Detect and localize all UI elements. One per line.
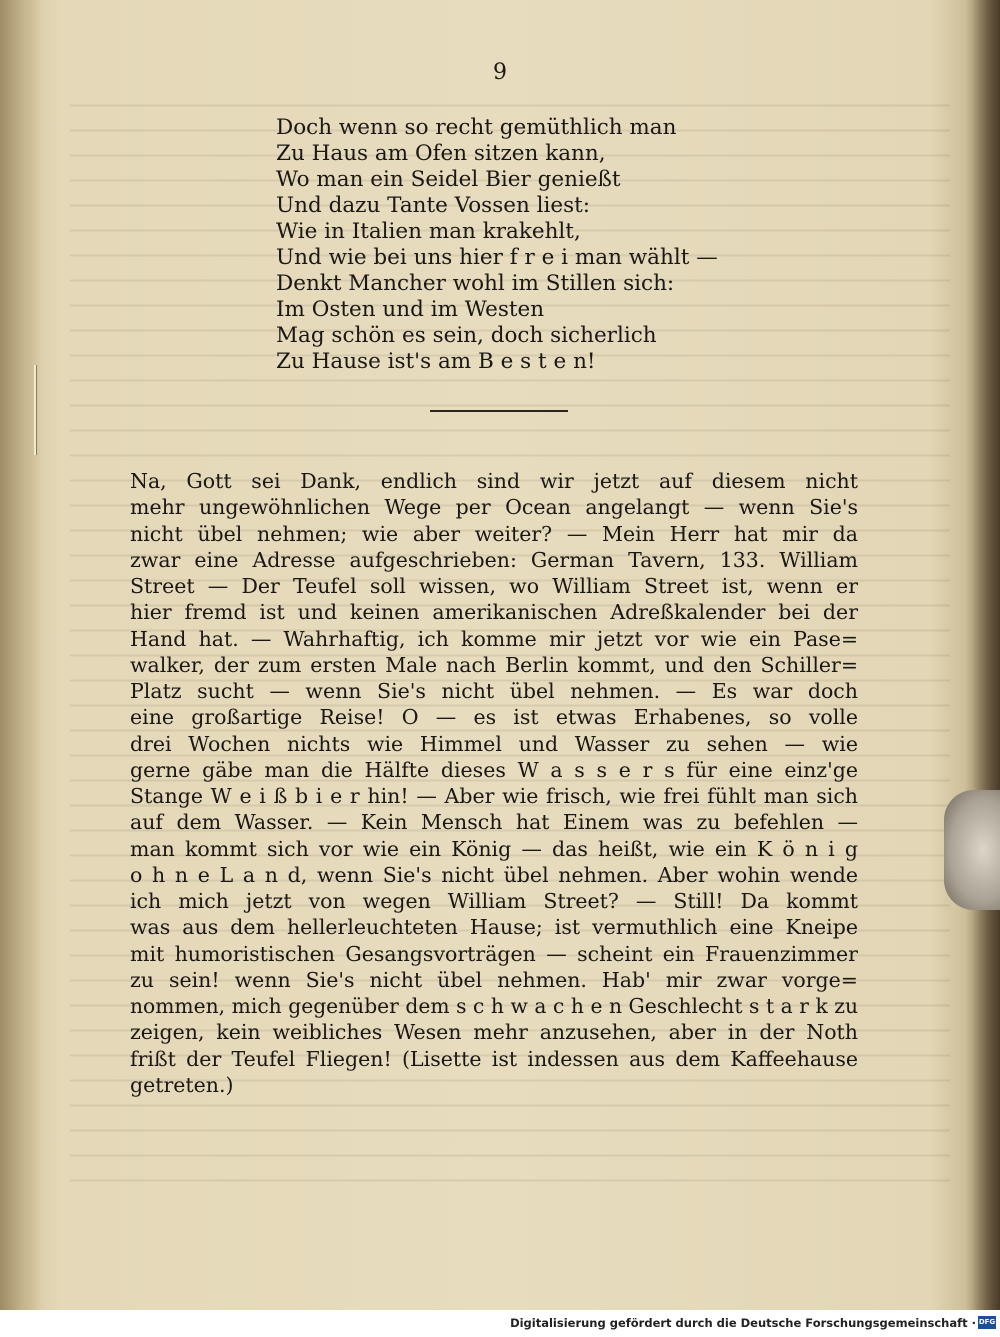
prose-line: Hand hat. — Wahrhaftig, ich komme mir jetzt vor wie ein Pase=: [130, 626, 858, 651]
footer-credit: Digitalisierung gefördert durch die Deutsche Forschungsgemeinschaft ·: [510, 1316, 976, 1330]
prose-line: getreten.): [130, 1072, 234, 1097]
poem-line: Und dazu Tante Vossen liest:: [276, 193, 591, 218]
poem-line: Denkt Mancher wohl im Stillen sich:: [276, 271, 675, 296]
prose-line: Na, Gott sei Dank, endlich sind wir jetzt auf diesem nicht: [130, 469, 858, 493]
binding-thread: [34, 365, 36, 455]
poem-line: Wo man ein Seidel Bier genießt: [276, 167, 621, 192]
prose-line: zwar eine Adresse aufgeschrieben: German Tavern, 133. William: [130, 547, 858, 572]
prose-block: [130, 468, 858, 1098]
prose-line: ich mich jetzt von wegen William Street? — Still! Da kommt: [130, 889, 858, 913]
prose-line: zu sein! wenn Sie's nicht übel nehmen. Hab' mir zwar vorge=: [130, 967, 858, 992]
prose-line: Platz sucht — wenn Sie's nicht übel nehmen. — Es war doch: [130, 679, 858, 703]
poem-line: Und wie bei uns hier f r e i man wählt —: [276, 245, 718, 270]
prose-line: gerne gäbe man die Hälfte dieses W a s s e r s für eine einz'ge: [130, 757, 858, 782]
poem-line: Wie in Italien man krakehlt,: [276, 219, 581, 244]
section-divider: [430, 410, 568, 412]
prose-line: hier fremd ist und keinen amerikanischen Adreßkalender bei der: [130, 600, 858, 625]
prose-line: man kommt sich vor wie ein König — das heißt, wie ein K ö n i g: [130, 836, 858, 861]
page-number: 9: [493, 60, 507, 85]
prose-line: frißt der Teufel Fliegen! (Lisette ist indessen aus dem Kaffeehause: [130, 1046, 858, 1071]
page-clip-tab: [944, 790, 1000, 910]
prose-line: nommen, mich gegenüber dem s c h w a c h e n Geschlecht s t a r k zu: [130, 994, 858, 1018]
poem-block: [276, 115, 736, 375]
prose-line: Stange W e i ß b i e r hin! — Aber wie frisch, wie frei fühlt man sich: [130, 784, 858, 808]
poem-line: Zu Haus am Ofen sitzen kann,: [276, 141, 606, 166]
poem-line: Im Osten und im Westen: [276, 297, 545, 322]
prose-line: zeigen, kein weibliches Wesen mehr anzusehen, aber in der Noth: [130, 1020, 858, 1045]
prose-line: mehr ungewöhnlichen Wege per Ocean angelangt — wenn Sie's: [130, 495, 858, 520]
prose-line: mit humoristischen Gesangsvorträgen — scheint ein Frauenzimmer: [130, 941, 858, 966]
prose-line: auf dem Wasser. — Kein Mensch hat Einem was zu befehlen —: [130, 810, 858, 835]
prose-line: walker, der zum ersten Male nach Berlin kommt, und den Schiller=: [130, 652, 858, 677]
prose-line: drei Wochen nichts wie Himmel und Wasser zu sehen — wie: [130, 731, 858, 756]
poem-line: Doch wenn so recht gemüthlich man: [276, 115, 677, 140]
prose-line: Street — Der Teufel soll wissen, wo William Street ist, wenn er: [130, 574, 858, 598]
page-spine-shadow: [0, 0, 42, 1310]
digitization-footer: [0, 1310, 1000, 1337]
dfg-logo-icon: DFG: [978, 1316, 996, 1329]
prose-line: eine großartige Reise! O — es ist etwas Erhabenes, so volle: [130, 705, 858, 730]
page-edge-shadow: [972, 0, 1000, 1310]
poem-line: Mag schön es sein, doch sicherlich: [276, 323, 657, 348]
poem-line: Zu Hause ist's am B e s t e n!: [276, 349, 596, 374]
prose-line: was aus dem hellerleuchteten Hause; ist vermuthlich eine Kneipe: [130, 915, 858, 940]
prose-line: nicht übel nehmen; wie aber weiter? — Mein Herr hat mir da: [130, 521, 858, 546]
prose-line: o h n e L a n d, wenn Sie's nicht übel nehmen. Aber wohin wende: [130, 862, 858, 887]
